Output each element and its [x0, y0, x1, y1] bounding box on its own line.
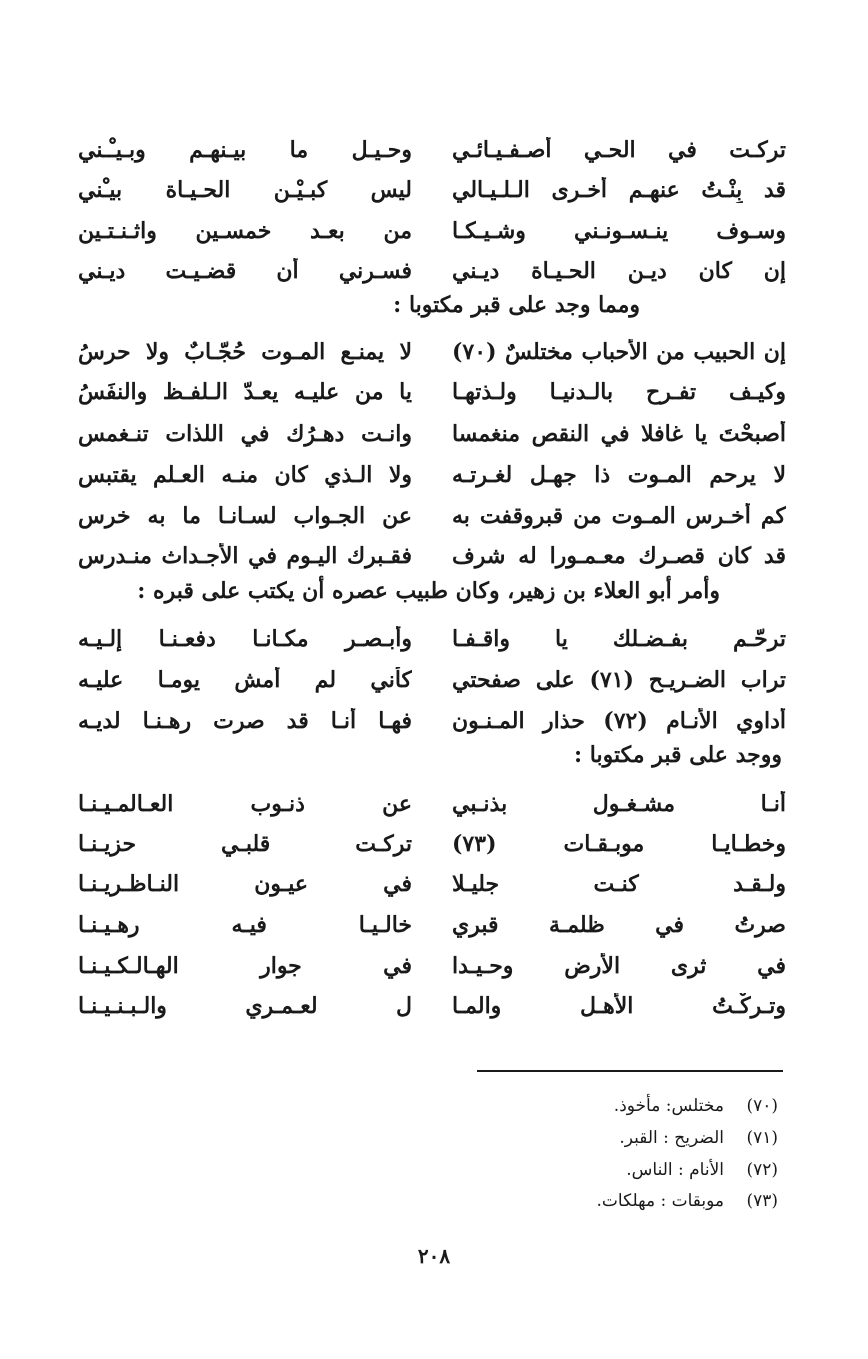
verse-first-hemistich: صرتُ في ظلمـة قبري — [452, 912, 786, 938]
verse-first-hemistich: وخطـايـا موبـقـات (٧٣) — [452, 831, 786, 857]
footnote-number: (٧١) — [746, 1128, 778, 1148]
page-number: ٢٠٨ — [417, 1244, 451, 1268]
verse-first-hemistich: أداوي الأنـام (٧٢) حذار المـنـون — [452, 708, 786, 734]
verse-second-hemistich: في جوار الهـالـكـيـنـا — [78, 953, 412, 979]
verse — [78, 534, 786, 578]
verse-first-hemistich: لا يرحم المـوت ذا جهـل لغـرتـه — [452, 462, 786, 488]
verse-first-hemistich: تركـت في الحـي أصـفـيـائـي — [452, 137, 786, 163]
verse — [78, 453, 786, 497]
verse-second-hemistich: ولا الـذي كان منـه العـلم يقتبس — [78, 462, 412, 488]
verse-second-hemistich: فسـرني أن قضـيـت ديـني — [78, 258, 412, 284]
verse-second-hemistich: يا من عليـه يعـدّ الـلفـظ والنفَسُ — [78, 379, 412, 405]
footnote — [614, 1096, 778, 1116]
verse-second-hemistich: وانـت دهـرُك في اللذات تنـغمس — [78, 421, 412, 447]
footnote — [619, 1128, 778, 1148]
footnote-number: (٧٠) — [746, 1096, 778, 1116]
verse-second-hemistich: كأني لم أمش يومـا عليـه — [78, 667, 412, 693]
verse — [78, 249, 786, 293]
verse — [78, 330, 786, 374]
verse-second-hemistich: من بعـد خمسـين واثـنـتـين — [78, 218, 412, 244]
verse-first-hemistich: ترحّـم بفـضـلك يا واقـفـا — [452, 626, 786, 652]
verse-first-hemistich: كم أخـرس المـوت من قبروقفت به — [452, 503, 786, 529]
footnote — [626, 1160, 778, 1180]
verse-second-hemistich: وحـيـل ما بيـنهـم وبـيـْـني — [78, 137, 412, 163]
verse-second-hemistich: في عيـون النـاظـريـنـا — [78, 871, 412, 897]
verse-second-hemistich: ليس كبـيْـن الحـيـاة بيـْني — [78, 177, 412, 203]
verse-first-hemistich: أصبحْتَ يا غافلا في النقص منغمسا — [452, 421, 786, 447]
verse — [78, 903, 786, 947]
verse-first-hemistich: قد كان قصـرك معـمـورا له شرف — [452, 543, 786, 569]
verse-first-hemistich: وكيـف تفـرح بالـدنيـا ولـذتهـا — [452, 379, 786, 405]
verse-second-hemistich: تركـت قلبـي حزيـنـا — [78, 831, 412, 857]
verse-first-hemistich: إن الحبيب من الأحباب مختلسٌ (٧٠) — [452, 339, 786, 365]
verse-first-hemistich: إن كان ديـن الحـيـاة ديـني — [452, 258, 786, 284]
verse-first-hemistich: ولـقـد كنـت جليـلا — [452, 871, 786, 897]
verse-first-hemistich: وتـركْـتُ الأهـل والمـا — [452, 993, 786, 1019]
footnote-text: الأنام : الناس. — [626, 1160, 724, 1180]
section-intro: ووجد على قبر مكتوبا : — [574, 742, 782, 768]
verse — [78, 168, 786, 212]
verse-first-hemistich: تراب الضـريـح (٧١) على صفحتي — [452, 667, 786, 693]
verse — [78, 370, 786, 414]
verse — [78, 699, 786, 743]
verse-second-hemistich: ل لعـمـري والـبـنـيـنـا — [78, 993, 412, 1019]
verse-second-hemistich: وأبـصـر مكـانـا دفعـنـا إلـيـه — [78, 626, 412, 652]
verse — [78, 412, 786, 456]
section-intro: ومما وجد على قبر مكتوبا : — [393, 292, 640, 318]
section-intro: وأمر أبو العلاء بن زهير، وكان طبيب عصره أن يكتب على قبره : — [137, 578, 720, 604]
verse — [78, 658, 786, 702]
verse-first-hemistich: قد بِنْـتُ عنهـم أخـرى الـلـيـالي — [452, 177, 786, 203]
verse-first-hemistich: وسـوف ينـسـونـني وشـيـكـا — [452, 218, 786, 244]
footnote-number: (٧٣) — [746, 1191, 778, 1211]
verse-second-hemistich: لا يمنـع المـوت حُجّـابٌ ولا حرسُ — [78, 339, 412, 365]
verse — [78, 209, 786, 253]
verse — [78, 494, 786, 538]
verse-first-hemistich: في ثرى الأرض وحـيـدا — [452, 953, 786, 979]
verse — [78, 822, 786, 866]
verse — [78, 617, 786, 661]
footnote-number: (٧٢) — [746, 1160, 778, 1180]
footnote-text: مختلس: مأخوذ. — [613, 1096, 724, 1116]
verse — [78, 984, 786, 1028]
footnote-divider — [477, 1070, 783, 1072]
verse — [78, 128, 786, 172]
verse-second-hemistich: عن ذنـوب العـالمـيـنـا — [78, 791, 412, 817]
footnote-text: موبقات : مهلكات. — [596, 1191, 724, 1211]
verse — [78, 944, 786, 988]
verse — [78, 782, 786, 826]
verse-second-hemistich: عن الجـواب لسـانـا ما به خرس — [78, 503, 412, 529]
verse-first-hemistich: أنـا مشـغـول بذنـبي — [452, 791, 786, 817]
verse-second-hemistich: خالـيـا فيـه رهـيـنـا — [78, 912, 412, 938]
verse — [78, 862, 786, 906]
verse-second-hemistich: فهـا أنـا قد صرت رهـنـا لديـه — [78, 708, 412, 734]
verse-second-hemistich: فقـبرك اليـوم في الأجـداث منـدرس — [78, 543, 412, 569]
footnote — [597, 1191, 778, 1211]
footnote-text: الضريح : القبر. — [619, 1128, 724, 1148]
